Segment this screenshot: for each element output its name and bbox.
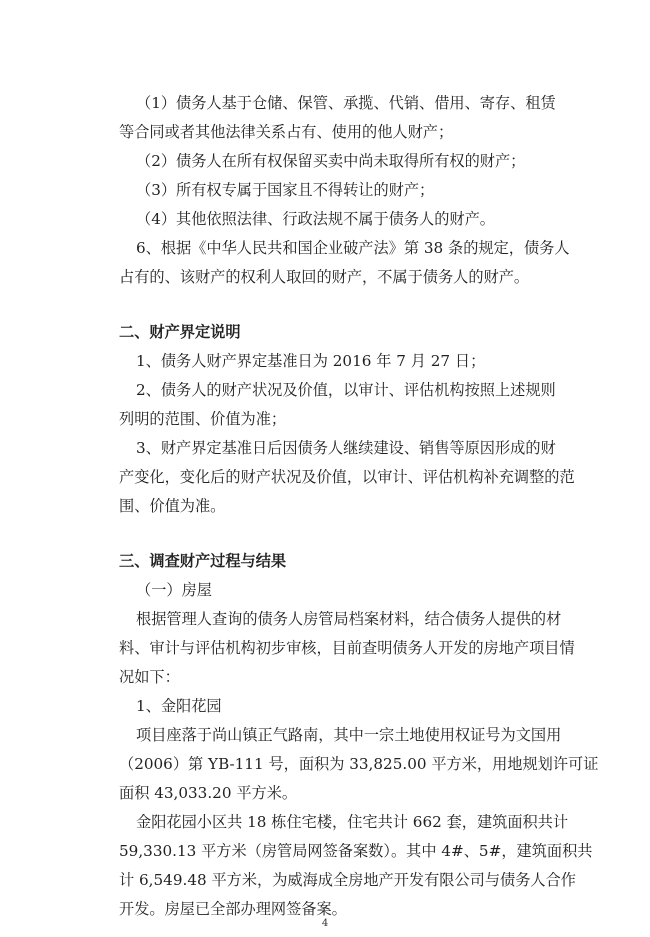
para-line: 面积 43,033.20 平方米。 bbox=[119, 784, 298, 802]
para-line: （4）其他依照法律、行政法规不属于债务人的财产。 bbox=[136, 210, 495, 228]
para-line: 产变化，变化后的财产状况及价值，以审计、评估机构补充调整的范 bbox=[119, 468, 575, 486]
para-line: 金阳花园小区共 18 栋住宅楼，住宅共计 662 套，建筑面积共计 bbox=[136, 813, 569, 831]
para-line: 计 6,549.48 平方米，为威海成全房地产开发有限公司与债务人合作 bbox=[119, 871, 576, 889]
para-line: 根据管理人查询的债务人房管局档案材料，结合债务人提供的材 bbox=[136, 610, 562, 628]
section-heading: 二、财产界定说明 bbox=[119, 323, 241, 341]
para-line: 围、价值为准。 bbox=[119, 497, 226, 515]
para-line: （2）债务人在所有权保留买卖中尚未取得所有权的财产； bbox=[136, 152, 526, 170]
para-line: 开发。房屋已全部办理网签备案。 bbox=[119, 900, 347, 918]
section-heading: 三、调查财产过程与结果 bbox=[119, 552, 287, 570]
para-line: （2006）第 YB-111 号，面积为 33,825.00 平方米，用地规划许可证 bbox=[119, 755, 599, 773]
para-line: 况如下： bbox=[119, 668, 180, 686]
para-line: 1、债务人财产界定基准日为 2016 年 7 月 27 日； bbox=[136, 352, 486, 370]
para-line: 2、债务人的财产状况及价值，以审计、评估机构按照上述规则 bbox=[136, 381, 556, 399]
subsection-heading: （一）房屋 bbox=[136, 581, 212, 599]
para-line: 料、审计与评估机构初步审核，目前查明债务人开发的房地产项目情 bbox=[119, 639, 575, 657]
para-line: （1）债务人基于仓储、保管、承揽、代销、借用、寄存、租赁 bbox=[136, 94, 556, 112]
para-line: 列明的范围、价值为准； bbox=[119, 410, 287, 428]
para-line: 59,330.13 平方米（房管局网签备案数）。其中 4#、5#，建筑面积共 bbox=[119, 842, 593, 860]
para-line: 等合同或者其他法律关系占有、使用的他人财产； bbox=[119, 123, 454, 141]
para-line: 6、根据《中华人民共和国企业破产法》第 38 条的规定，债务人 bbox=[136, 239, 570, 257]
para-line: （3）所有权专属于国家且不得转让的财产； bbox=[136, 181, 435, 199]
para-line: 3、财产界定基准日后因债务人继续建设、销售等原因形成的财 bbox=[136, 439, 556, 457]
para-line: 占有的、该财产的权利人取回的财产，不属于债务人的财产。 bbox=[119, 268, 530, 286]
para-line: 项目座落于尚山镇正气路南，其中一宗土地使用权证号为文国用 bbox=[136, 726, 562, 744]
item-heading: 1、金阳花园 bbox=[136, 697, 222, 715]
page-number: 4 bbox=[321, 918, 329, 929]
